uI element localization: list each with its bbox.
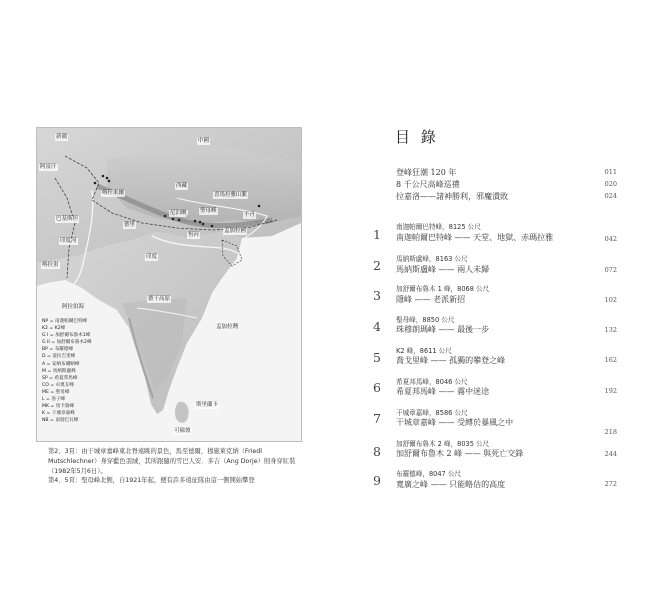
chapter-page: 272 [604,480,617,488]
chapter-page: 102 [604,296,617,304]
map-label-sri-lanka: 斯里蘭卡 [196,402,219,408]
map-label-afghanistan: 阿富汗 [40,164,57,170]
chapter-subtitle[interactable]: 隱峰 —— 老派新招 [396,295,466,304]
map-label-karachi: 喀拉蚩 [42,262,59,268]
legend-item: CO = 卓奧友峰 [42,382,74,388]
legend-item: M = 馬納斯盧峰 [42,368,76,374]
map-label-bhutan: 不丹 [244,212,256,218]
caption-line: 第2、3頁：由干城章嘉峰東北脊遠眺的景色，馬至德爾，穆施萊克納（Friedl Mutschlechner）身穿藍色羽絨，其所跟隨的雪巴人安．多吉（Ang Dorje）則身穿紅裝（1982年5月6日）。 [48,448,296,475]
chapter-subtitle[interactable]: 南迦帕爾巴特峰 —— 天堂、地獄、赤瑪拉雅 [396,233,554,242]
map-legend [42,318,106,424]
map-label-pakistan: 巴基斯坦 [56,216,79,222]
chapter-page: 162 [604,356,617,364]
caption-line: 第4、5頁：聖母峰北側，自1921年起，便有許多遠征隊由這一側開始攀登 [48,477,255,485]
map-label-delhi: 德里 [124,222,136,228]
map-label-bay-of-bengal: 孟加拉灣 [216,324,239,330]
legend-item: MK = 馬卡魯峰 [42,404,75,410]
chapter-title[interactable]: 加舒爾布魯木 2 峰，8035 公尺 [396,440,490,448]
chapter-subtitle[interactable]: 珠穆朗瑪峰 —— 最後一步 [396,325,490,334]
map-label-himalaya: 喜馬拉雅山脈 [214,192,248,198]
sri-lanka-land [175,402,189,423]
chapter-title[interactable]: 聖母峰，8850 公尺 [396,316,455,324]
legend-item: NB = 南迦巴瓦峰 [42,418,79,424]
map-label-xinjiang: 新疆 [56,134,68,140]
chapter-page: 072 [604,266,617,274]
toc-intro-item[interactable]: 拉嘉洛——諸神勝利，邪魔潰敗 [396,192,508,201]
chapter-number: 3 [373,288,381,303]
chapter-subtitle[interactable]: 加舒爾布魯木 2 峰 —— 與死亡交鋒 [396,449,524,458]
legend-item: BP = 布羅德峰 [42,347,74,353]
chapter-number: 9 [373,473,381,488]
map-label-china: 中國 [198,138,210,144]
chapter-number: 8 [373,444,381,459]
legend-item: L = 洛子峰 [42,397,66,403]
chapter-subtitle[interactable]: 干城章嘉峰 —— 受縛於暴風之中 [396,418,514,427]
map-label-everest: 聖母峰 [200,208,217,214]
chapter-title[interactable]: 南迦帕爾巴特峰，8125 公尺 [396,223,481,231]
legend-item: ME = 聖母峰 [42,389,70,395]
legend-item: SP = 希夏邦馬峰 [42,375,78,381]
map-label-nepal: 尼泊爾 [170,210,187,216]
map-label-colombo: 可倫坡 [174,428,191,434]
chapter-number: 4 [373,319,381,334]
legend-item: D = 道拉吉里峰 [42,354,76,360]
map-label-indus: 印度河 [60,238,77,244]
map-label-bangladesh: 孟加拉國 [224,228,247,234]
chapter-number: 7 [373,411,381,426]
chapter-page: 244 [604,450,617,458]
toc-intro-page: 011 [604,168,617,176]
photo-caption [48,447,302,486]
legend-item: A = 安納布爾納峰 [42,361,80,367]
chapter-subtitle[interactable]: 希夏邦馬峰 —— 霧中迷途 [396,387,490,396]
chapter-title[interactable]: K2 峰，8611 公尺 [396,347,452,355]
legend-item: K = 干城章嘉峰 [42,411,75,417]
toc-intro-item[interactable]: 8 千公尺高峰巡禮 [396,180,460,189]
map-label-tibet: 西藏 [176,183,188,189]
legend-item: K2 = K2峰 [42,326,66,332]
toc-title: 目 錄 [395,128,439,146]
chapter-number: 1 [373,227,381,242]
chapter-title[interactable]: 干城章嘉峰，8586 公尺 [396,409,468,417]
map-label-ganges: 恆河 [188,232,200,238]
toc-intro-item[interactable]: 登峰狂潮 120 年 [396,168,457,177]
chapter-title[interactable]: 加舒爾布魯木 1 峰，8068 公尺 [396,285,490,293]
chapter-page: 218 [604,428,617,436]
legend-item: G II = 加舒爾布魯木2峰 [42,340,92,346]
toc-intro-page: 020 [604,180,617,188]
map-label-india: 印度 [146,254,158,260]
chapter-number: 6 [373,380,381,395]
map-label-deccan: 德干高原 [148,296,171,302]
chapter-number: 5 [373,350,381,365]
chapter-title[interactable]: 布羅德峰，8047 公尺 [396,470,462,478]
chapter-page: 192 [604,387,617,395]
legend-item: NP = 南迦帕爾巴特峰 [42,319,88,324]
legend-item: G I = 加舒爾布魯木1峰 [42,333,91,339]
chapter-subtitle[interactable]: 喬戈里峰 —— 孤獨的攀登之峰 [396,356,506,365]
toc-intro-page: 024 [604,192,617,200]
chapter-subtitle[interactable]: 寬廣之峰 —— 只能略估的高度 [396,480,506,489]
chapter-title[interactable]: 希夏邦馬峰，8046 公尺 [396,378,468,386]
map-panel [36,127,302,442]
map-label-arabian-sea: 阿拉伯海 [62,304,85,310]
chapter-subtitle[interactable]: 馬納斯盧峰 —— 兩人未歸 [396,265,490,274]
chapter-number: 2 [373,258,381,273]
map-label-kashmir: 喀什米爾 [102,190,125,196]
chapter-page: 132 [604,326,617,334]
chapter-title[interactable]: 馬納斯盧峰，8163 公尺 [396,255,468,263]
chapter-page: 042 [604,235,617,243]
